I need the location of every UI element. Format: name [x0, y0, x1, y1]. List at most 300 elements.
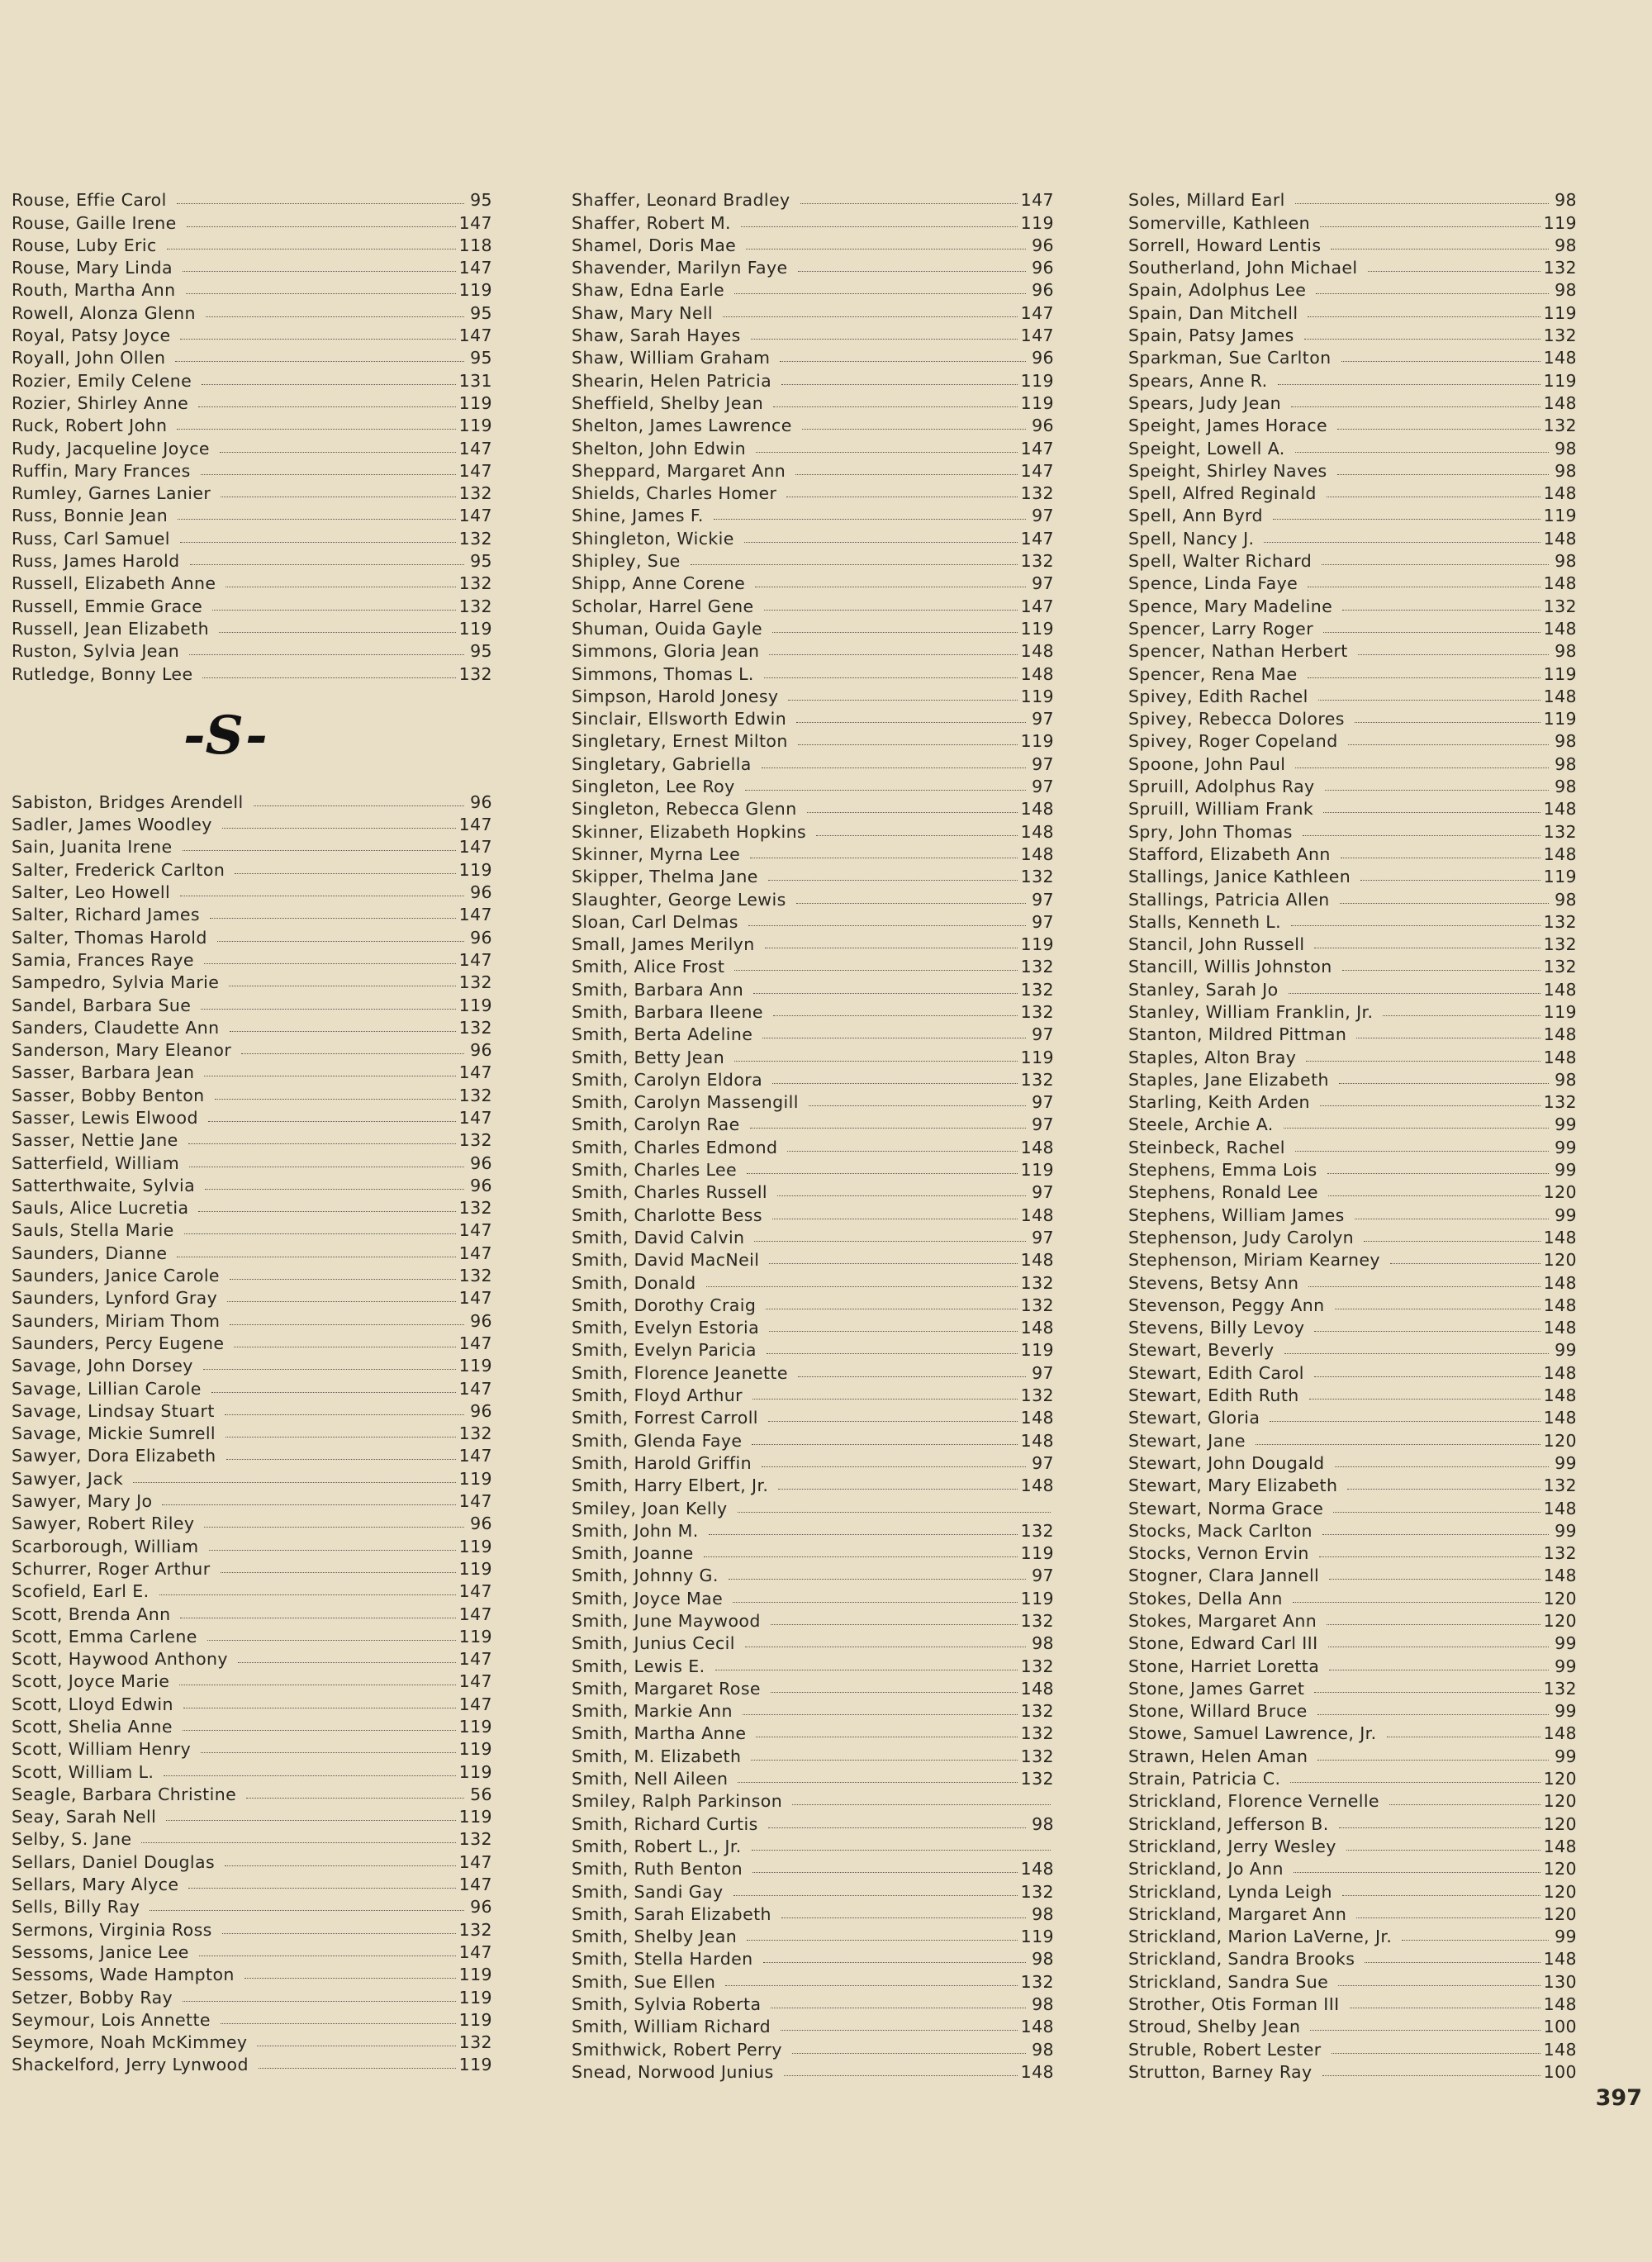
index-entry	[1128, 548, 1577, 570]
entry-page-number: 99	[1555, 1520, 1577, 1541]
index-entry	[1128, 818, 1577, 840]
entry-page-number: 56	[470, 1784, 492, 1804]
entry-page-number: 132	[1543, 1678, 1577, 1699]
index-entry	[572, 1450, 1054, 1472]
entry-name: Schurrer, Roger Arthur	[12, 1558, 211, 1579]
index-entry	[12, 1848, 492, 1870]
entry-name: Rouse, Gaille Irene	[12, 212, 177, 233]
entry-name: Saunders, Percy Eugene	[12, 1333, 225, 1353]
entry-page-number: 96	[1032, 280, 1054, 301]
dot-leader	[1306, 1061, 1540, 1062]
index-entry	[12, 1081, 492, 1104]
entry-name: Stone, Harriet Loretta	[1128, 1656, 1320, 1676]
entry-name: Stanton, Mildred Pittman	[1128, 1024, 1347, 1045]
entry-name: Smith, Joyce Mae	[572, 1588, 724, 1609]
dot-leader	[1303, 835, 1540, 836]
entry-name: Satterfield, William	[12, 1152, 180, 1173]
entry-page-number: 119	[1020, 934, 1054, 955]
index-entry	[1128, 773, 1577, 796]
entry-name: Struble, Robert Lester	[1128, 2039, 1322, 2060]
index-entry	[12, 1239, 492, 1262]
entry-name: Rozier, Emily Celene	[12, 370, 192, 391]
entry-page-number: 99	[1555, 1114, 1577, 1135]
entry-name: Strickland, Lynda Leigh	[1128, 1881, 1332, 1902]
index-entry	[1128, 1675, 1577, 1698]
dot-leader	[220, 452, 456, 453]
index-entry	[572, 1810, 1054, 1832]
entry-name: Smith, Forrest Carroll	[572, 1408, 758, 1428]
entry-name: Stokes, Margaret Ann	[1128, 1611, 1317, 1631]
index-entry	[1128, 1630, 1577, 1652]
index-entry	[1128, 525, 1577, 547]
index-entry	[12, 1690, 492, 1713]
entry-name: Skinner, Elizabeth Hopkins	[572, 821, 807, 842]
entry-page-number: 148	[1543, 528, 1577, 549]
index-entry	[1128, 909, 1577, 931]
index-entry	[1128, 480, 1577, 502]
entry-name: Satterthwaite, Sylvia	[12, 1175, 196, 1195]
index-entry	[1128, 299, 1577, 321]
dot-leader	[188, 1888, 455, 1889]
entry-page-number: 148	[1020, 1318, 1054, 1338]
entry-name: Skinner, Myrna Lee	[572, 843, 741, 864]
dot-leader	[177, 429, 455, 430]
index-entry	[12, 412, 492, 435]
index-entry	[572, 660, 1054, 682]
index-entry	[1128, 706, 1577, 728]
index-entry	[12, 1465, 492, 1487]
entry-page-number: 97	[1032, 911, 1054, 932]
dot-leader	[1290, 1782, 1540, 1783]
entry-page-number: 132	[458, 1130, 492, 1151]
entry-page-number: 96	[470, 882, 492, 903]
dot-leader	[763, 1962, 1026, 1963]
dot-leader	[764, 610, 1018, 611]
entry-name: Slaughter, George Lewis	[572, 889, 786, 910]
index-entry	[572, 976, 1054, 998]
index-entry	[1128, 1021, 1577, 1043]
index-entry	[1128, 953, 1577, 976]
entry-page-number: 132	[1020, 1295, 1054, 1315]
entry-page-number: 119	[1543, 709, 1577, 729]
entry-page-number: 148	[1020, 1430, 1054, 1451]
index-entry	[12, 1556, 492, 1578]
entry-name: Rumley, Garnes Lanier	[12, 483, 211, 504]
index-entry	[572, 909, 1054, 931]
entry-page-number: 147	[458, 815, 492, 835]
index-entry	[12, 390, 492, 412]
index-entry	[12, 1736, 492, 1758]
entry-page-number: 119	[458, 859, 492, 880]
entry-name: Spoone, John Paul	[1128, 753, 1286, 774]
entry-page-number: 148	[1543, 799, 1577, 820]
entry-page-number: 132	[1543, 1476, 1577, 1496]
entry-name: Strain, Patricia C.	[1128, 1769, 1281, 1789]
index-entry	[1128, 1067, 1577, 1089]
index-entry	[1128, 1404, 1577, 1427]
index-entry	[572, 1111, 1054, 1133]
index-column-1	[12, 187, 492, 2074]
entry-page-number: 99	[1555, 1205, 1577, 1225]
entry-name: Smith, Florence Jeanette	[572, 1362, 788, 1383]
dot-leader	[1310, 2030, 1540, 2031]
dot-leader	[781, 1917, 1026, 1918]
index-list-s	[12, 789, 492, 2074]
index-entry	[572, 209, 1054, 231]
entry-page-number: 147	[1020, 460, 1054, 481]
dot-leader	[745, 790, 1026, 791]
index-entry	[572, 1562, 1054, 1585]
index-entry	[1128, 1450, 1577, 1472]
entry-page-number: 98	[1032, 1949, 1054, 1970]
entry-name: Stokes, Della Ann	[1128, 1588, 1283, 1609]
index-entry	[572, 187, 1054, 209]
index-entry	[1128, 277, 1577, 299]
index-column-3	[1128, 187, 1577, 2081]
dot-leader	[222, 1933, 456, 1934]
index-entry	[1128, 796, 1577, 818]
index-entry	[12, 947, 492, 969]
entry-name: Smith, Carolyn Rae	[572, 1114, 740, 1135]
index-entry	[12, 834, 492, 856]
dot-leader	[1319, 1556, 1540, 1557]
entry-name: Stephens, Emma Lois	[1128, 1160, 1317, 1181]
index-entry	[12, 924, 492, 946]
index-entry	[1128, 1833, 1577, 1856]
entry-page-number: 119	[458, 1626, 492, 1647]
index-entry	[12, 1195, 492, 1217]
index-entry	[1128, 1495, 1577, 1517]
index-entry	[12, 322, 492, 345]
index-entry	[572, 1337, 1054, 1359]
dot-leader	[1337, 429, 1540, 430]
entry-page-number: 119	[458, 1987, 492, 2008]
dot-leader	[1325, 790, 1549, 791]
dot-leader	[1402, 1940, 1549, 1941]
index-entry	[572, 1742, 1054, 1765]
dot-leader	[772, 1083, 1018, 1084]
entry-name: Saunders, Janice Carole	[12, 1266, 220, 1286]
entry-page-number: 96	[470, 1310, 492, 1331]
entry-page-number: 148	[1543, 1047, 1577, 1067]
entry-name: Stephens, Ronald Lee	[1128, 1182, 1318, 1203]
entry-name: Scott, Emma Carlene	[12, 1626, 197, 1647]
index-entry	[12, 1894, 492, 1916]
index-entry	[572, 592, 1054, 615]
dot-leader	[183, 1730, 456, 1731]
index-entry	[12, 1442, 492, 1465]
dot-leader	[1284, 1353, 1549, 1354]
index-entry	[1128, 1269, 1577, 1291]
entry-name: Sanders, Claudette Ann	[12, 1017, 220, 1038]
index-entry	[572, 345, 1054, 367]
index-entry	[12, 1217, 492, 1239]
index-entry	[12, 458, 492, 480]
entry-page-number: 148	[1020, 2061, 1054, 2082]
entry-page-number: 147	[1020, 438, 1054, 459]
entry-name: Savage, Lillian Carole	[12, 1378, 202, 1399]
entry-name: Smith, David MacNeil	[572, 1250, 760, 1271]
index-entry	[572, 1157, 1054, 1179]
dot-leader	[1341, 361, 1540, 362]
dot-leader	[771, 1624, 1018, 1625]
dot-leader	[1348, 744, 1549, 745]
entry-name: Spivey, Edith Rachel	[1128, 686, 1308, 706]
entry-page-number: 132	[458, 1919, 492, 1940]
entry-page-number: 147	[458, 258, 492, 278]
entry-page-number: 147	[458, 506, 492, 526]
dot-leader	[734, 293, 1026, 294]
entry-name: Stephenson, Miriam Kearney	[1128, 1250, 1380, 1271]
dot-leader	[1295, 452, 1549, 453]
index-entry	[12, 1713, 492, 1736]
index-entry	[572, 818, 1054, 840]
dot-leader	[1327, 1173, 1549, 1174]
index-entry	[1128, 2036, 1577, 2058]
entry-page-number: 118	[458, 235, 492, 255]
index-entry	[1128, 1043, 1577, 1066]
entry-name: Seay, Sarah Nell	[12, 1807, 157, 1827]
index-entry	[12, 1398, 492, 1420]
entry-page-number: 99	[1555, 1633, 1577, 1654]
dot-leader	[254, 805, 464, 806]
entry-name: Rouse, Mary Linda	[12, 258, 173, 278]
entry-page-number: 97	[1032, 777, 1054, 797]
index-entry	[572, 548, 1054, 570]
dot-leader	[1335, 1466, 1549, 1467]
entry-page-number: 95	[470, 641, 492, 662]
index-entry	[12, 570, 492, 592]
entry-page-number: 119	[458, 2055, 492, 2075]
entry-name: Singleton, Lee Roy	[572, 777, 735, 797]
entry-name: Spruill, Adolphus Ray	[1128, 777, 1315, 797]
index-entry	[1128, 1946, 1577, 1968]
entry-page-number: 132	[1020, 483, 1054, 504]
entry-page-number: 147	[458, 1446, 492, 1466]
entry-page-number: 132	[1543, 957, 1577, 977]
entry-name: Strickland, Jo Ann	[1128, 1859, 1284, 1879]
dot-leader	[1340, 903, 1549, 904]
entry-page-number: 148	[1020, 663, 1054, 684]
entry-name: Stewart, Beverly	[1128, 1340, 1275, 1361]
dot-leader	[221, 1572, 456, 1573]
index-entry	[12, 1826, 492, 1848]
section-letter-heading: -S-	[183, 705, 268, 767]
entry-name: Shelton, James Lawrence	[572, 416, 792, 436]
index-entry	[1128, 1133, 1577, 1156]
dot-leader	[780, 361, 1026, 362]
entry-name: Speight, Shirley Naves	[1128, 460, 1327, 481]
entry-page-number: 148	[1543, 1024, 1577, 1045]
entry-name: Smith, Sue Ellen	[572, 1971, 716, 1992]
dot-leader	[747, 1173, 1018, 1174]
entry-page-number: 132	[1543, 1092, 1577, 1113]
dot-leader	[706, 1286, 1018, 1287]
dot-leader	[225, 1865, 456, 1866]
index-entry	[12, 1420, 492, 1442]
dot-leader	[773, 406, 1018, 407]
index-list-r	[12, 187, 492, 683]
entry-page-number: 98	[1555, 551, 1577, 572]
index-entry	[572, 1946, 1054, 1968]
entry-page-number: 98	[1032, 2039, 1054, 2060]
index-entry	[572, 1404, 1054, 1427]
entry-name: Rouse, Luby Eric	[12, 235, 157, 255]
dot-leader	[201, 1752, 455, 1753]
index-entry	[572, 863, 1054, 886]
entry-name: Sparkman, Sue Carlton	[1128, 348, 1332, 368]
entry-page-number: 119	[1543, 212, 1577, 233]
entry-page-number: 132	[458, 1017, 492, 1038]
entry-name: Smith, Sandi Gay	[572, 1881, 724, 1902]
dot-leader	[1323, 632, 1540, 633]
page-number: 397	[1595, 2085, 1642, 2111]
entry-name: Spell, Ann Byrd	[1128, 506, 1263, 526]
entry-name: Spence, Linda Faye	[1128, 573, 1298, 594]
dot-leader	[738, 1512, 1051, 1513]
entry-name: Seymore, Noah McKimmey	[12, 2032, 248, 2053]
entry-page-number: 147	[1020, 190, 1054, 211]
entry-name: Spears, Anne R.	[1128, 370, 1268, 391]
entry-name: Smith, Betty Jean	[572, 1047, 725, 1067]
dot-leader	[725, 1985, 1017, 1986]
index-entry	[572, 1608, 1054, 1630]
entry-page-number: 132	[1020, 1746, 1054, 1766]
entry-page-number: 96	[470, 1514, 492, 1534]
entry-page-number: 148	[1543, 618, 1577, 639]
index-entry	[12, 1105, 492, 1127]
entry-page-number: 147	[458, 1941, 492, 1962]
dot-leader	[1327, 1624, 1540, 1625]
index-entry	[572, 750, 1054, 772]
index-entry	[1128, 1923, 1577, 1946]
entry-name: Smith, Joanne	[572, 1543, 694, 1564]
entry-name: Speight, James Horace	[1128, 416, 1328, 436]
entry-page-number: 119	[1020, 1047, 1054, 1067]
entry-page-number: 119	[458, 2009, 492, 2030]
entry-name: Russell, Emmie Grace	[12, 596, 203, 616]
entry-page-number: 98	[1555, 777, 1577, 797]
entry-page-number: 148	[1543, 843, 1577, 864]
entry-page-number: 148	[1020, 1678, 1054, 1699]
index-entry	[12, 1961, 492, 1984]
entry-page-number: 119	[458, 1468, 492, 1489]
entry-page-number: 98	[1555, 753, 1577, 774]
entry-name: Smith, Charles Russell	[572, 1182, 768, 1203]
dot-leader	[198, 406, 456, 407]
dot-leader	[798, 1376, 1026, 1377]
dot-leader	[768, 1827, 1026, 1828]
dot-leader	[723, 316, 1018, 317]
entry-name: Smith, Alice Frost	[572, 957, 725, 977]
dot-leader	[1273, 519, 1540, 520]
index-entry	[12, 1330, 492, 1352]
entry-name: Smith, William Richard	[572, 2017, 771, 2037]
entry-name: Sessoms, Wade Hampton	[12, 1965, 235, 1985]
entry-page-number: 120	[1543, 1881, 1577, 1902]
entry-name: Smith, M. Elizabeth	[572, 1746, 742, 1766]
dot-leader	[729, 1579, 1026, 1580]
index-entry	[1128, 1720, 1577, 1742]
entry-page-number: 119	[1020, 1588, 1054, 1609]
index-entry	[572, 773, 1054, 796]
dot-leader	[190, 564, 464, 565]
entry-name: Salter, Richard James	[12, 905, 201, 925]
index-entry	[572, 2013, 1054, 2036]
index-entry	[572, 2036, 1054, 2058]
index-entry	[1128, 1427, 1577, 1449]
entry-page-number: 119	[1020, 392, 1054, 413]
dot-leader	[769, 1263, 1017, 1264]
index-entry	[12, 254, 492, 277]
index-entry	[572, 502, 1054, 525]
dot-leader	[734, 1061, 1018, 1062]
entry-page-number: 148	[1020, 2017, 1054, 2037]
entry-name: Sawyer, Mary Jo	[12, 1491, 153, 1512]
dot-leader	[1322, 1534, 1549, 1535]
entry-name: Saunders, Dianne	[12, 1243, 168, 1263]
dot-leader	[768, 1421, 1018, 1422]
index-entry	[1128, 1337, 1577, 1359]
entry-name: Savage, Mickie Sumrell	[12, 1423, 216, 1444]
dot-leader	[1318, 700, 1540, 701]
entry-name: Steinbeck, Rachel	[1128, 1137, 1285, 1157]
dot-leader	[184, 1233, 456, 1234]
entry-page-number: 119	[1020, 618, 1054, 639]
dot-leader	[792, 1804, 1051, 1805]
entry-page-number: 147	[1020, 326, 1054, 346]
dot-leader	[769, 1331, 1018, 1332]
index-entry	[572, 1518, 1054, 1540]
entry-name: Strickland, Jefferson B.	[1128, 1813, 1329, 1834]
index-entry	[1128, 1991, 1577, 2013]
dot-leader	[1295, 203, 1549, 204]
dot-leader	[1390, 1263, 1540, 1264]
entry-page-number: 120	[1543, 1611, 1577, 1631]
index-entry	[572, 435, 1054, 457]
entry-page-number: 132	[458, 1085, 492, 1105]
dot-leader	[187, 226, 456, 227]
dot-leader	[741, 226, 1018, 227]
entry-page-number: 148	[1020, 1859, 1054, 1879]
entry-page-number: 132	[1020, 1272, 1054, 1293]
dot-leader	[230, 1324, 464, 1325]
entry-name: Steele, Archie A.	[1128, 1114, 1274, 1135]
entry-name: Shuman, Ouida Gayle	[572, 618, 762, 639]
index-entry	[572, 1585, 1054, 1607]
entry-page-number: 148	[1543, 1362, 1577, 1383]
entry-name: Sandel, Barbara Sue	[12, 995, 192, 1015]
entry-page-number: 132	[458, 1266, 492, 1286]
index-entry	[12, 991, 492, 1014]
entry-name: Skipper, Thelma Jane	[572, 867, 758, 887]
entry-name: Smith, Evelyn Estoria	[572, 1318, 760, 1338]
index-entry	[572, 1856, 1054, 1878]
entry-name: Starling, Keith Arden	[1128, 1092, 1310, 1113]
entry-page-number: 120	[1543, 1588, 1577, 1609]
entry-page-number: 148	[1543, 1949, 1577, 1970]
entry-name: Setzer, Bobby Ray	[12, 1987, 173, 2008]
entry-name: Somerville, Kathleen	[1128, 212, 1311, 233]
index-entry	[572, 277, 1054, 299]
dot-leader	[1333, 1512, 1540, 1513]
entry-name: Scott, Joyce Marie	[12, 1671, 170, 1692]
entry-page-number: 119	[458, 1717, 492, 1737]
entry-name: Strickland, Marion LaVerne, Jr.	[1128, 1927, 1393, 1947]
entry-name: Stephenson, Judy Carolyn	[1128, 1227, 1355, 1247]
entry-name: Ruck, Robert John	[12, 416, 168, 436]
index-entry	[12, 187, 492, 209]
